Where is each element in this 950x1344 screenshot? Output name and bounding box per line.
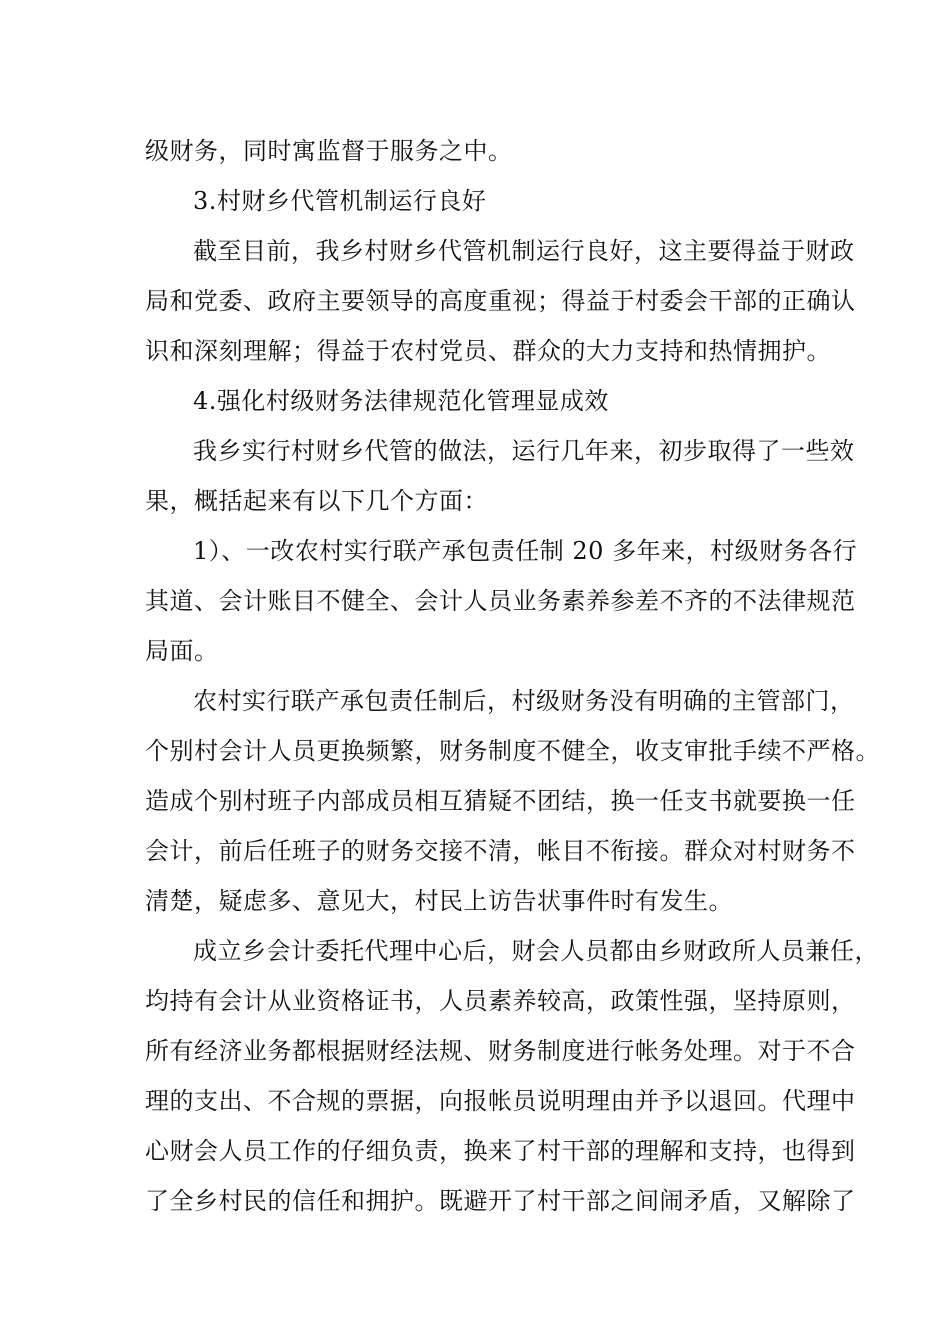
text-line: 级财务，同时寓监督于服务之中。 (145, 137, 513, 165)
text-line: 我乡实行村财乡代管的做法，运行几年来，初步取得了一些效 (193, 437, 855, 465)
text-line: 均持有会计从业资格证书，人员素养较高，政策性强，坚持原则， (145, 987, 856, 1015)
text-line: 局面。 (145, 637, 219, 665)
text-line: 果，概括起来有以下几个方面： (145, 487, 488, 515)
text-line: 了全乡村民的信任和拥护。既避开了村干部之间闹矛盾，又解除了 (145, 1187, 856, 1215)
text-line: 所有经济业务都根据财经法规、财务制度进行帐务处理。对于不合 (145, 1037, 856, 1065)
text-line: 会计，前后任班子的财务交接不清，帐目不衔接。群众对村财务不 (145, 837, 856, 865)
text-line: 心财会人员工作的仔细负责，换来了村干部的理解和支持，也得到 (145, 1137, 856, 1165)
text-line: 截至目前，我乡村财乡代管机制运行良好，这主要得益于财政 (193, 237, 855, 265)
text-line: 农村实行联产承包责任制后，村级财务没有明确的主管部门， (193, 687, 855, 715)
text-line: 造成个别村班子内部成员相互猜疑不团结，换一任支书就要换一任 (145, 787, 856, 815)
text-line: 理的支出、不合规的票据，向报帐员说明理由并予以退回。代理中 (145, 1087, 856, 1115)
text-line: 个别村会计人员更换频繁，财务制度不健全，收支审批手续不严格。 (145, 737, 880, 765)
section-heading: 4.强化村级财务法律规范化管理显成效 (193, 387, 609, 415)
text-line: 局和党委、政府主要领导的高度重视；得益于村委会干部的正确认 (145, 287, 856, 315)
text-line: 其道、会计账目不健全、会计人员业务素养参差不齐的不法律规范 (145, 587, 856, 615)
text-line: 成立乡会计委托代理中心后，财会人员都由乡财政所人员兼任， (193, 937, 879, 965)
text-line: 识和深刻理解；得益于农村党员、群众的大力支持和热情拥护。 (145, 337, 831, 365)
text-line: 1）、一改农村实行联产承包责任制 20 多年来，村级财务各行 (193, 537, 858, 565)
section-heading: 3.村财乡代管机制运行良好 (193, 187, 487, 215)
text-line: 清楚，疑虑多、意见大，村民上访告状事件时有发生。 (145, 887, 733, 915)
